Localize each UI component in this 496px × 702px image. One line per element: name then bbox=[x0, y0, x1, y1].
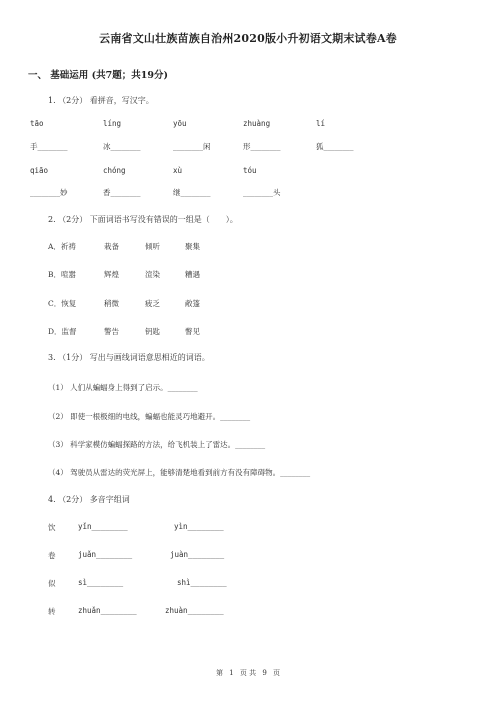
option-d-label: D．监督 bbox=[48, 327, 77, 336]
option-word: 瞥见 bbox=[185, 327, 200, 336]
pinyin: zhuàng bbox=[243, 119, 271, 128]
answer-blank: 形________ bbox=[243, 142, 281, 151]
sub-question: （2） 即使一根极细的电线，蝙蝠也能灵巧地避开。________ bbox=[48, 412, 251, 421]
polyphone-char: 饮 bbox=[48, 523, 56, 532]
sub-question: （3） 科学家模仿蝙蝠探路的方法，给飞机装上了雷达。________ bbox=[48, 440, 266, 449]
answer-blank: 狐________ bbox=[316, 142, 354, 151]
polyphone-reading: juǎn________ bbox=[78, 550, 133, 559]
polyphone-char: 转 bbox=[48, 607, 56, 616]
answer-blank: 冰________ bbox=[103, 142, 141, 151]
page-number: 1 bbox=[229, 669, 234, 677]
polyphone-reading: juàn________ bbox=[170, 550, 225, 559]
pinyin: yōu bbox=[173, 119, 187, 128]
pinyin: lí bbox=[316, 119, 326, 128]
option-word: 敞篷 bbox=[185, 299, 200, 308]
answer-blank: ________闲 bbox=[173, 142, 211, 151]
polyphone-reading: sì________ bbox=[78, 578, 124, 587]
option-word: 警告 bbox=[104, 327, 119, 336]
sub-question: （1） 人们从蝙蝠身上得到了启示。________ bbox=[48, 383, 198, 392]
option-b-label: B．喧嚣 bbox=[48, 270, 77, 279]
question-1-prompt: 1. （2分） 看拼音，写汉字。 bbox=[48, 96, 154, 105]
option-word: 稍微 bbox=[104, 299, 119, 308]
pinyin: tāo bbox=[30, 119, 44, 128]
option-word: 倾听 bbox=[145, 242, 160, 251]
option-word: 渲染 bbox=[145, 270, 160, 279]
footer-suffix: 页 bbox=[273, 669, 281, 677]
pinyin: chóng bbox=[103, 166, 126, 175]
answer-blank: ________妙 bbox=[30, 188, 68, 197]
option-a-label: A．祈祷 bbox=[48, 242, 76, 251]
footer-prefix: 第 bbox=[215, 669, 223, 677]
polyphone-reading: yìn________ bbox=[174, 522, 224, 531]
pinyin: líng bbox=[103, 119, 122, 128]
pinyin: xù bbox=[173, 166, 183, 175]
answer-blank: 香________ bbox=[103, 188, 141, 197]
option-c-label: C．恢复 bbox=[48, 299, 77, 308]
answer-blank: 继________ bbox=[173, 188, 211, 197]
option-word: 疲乏 bbox=[145, 299, 160, 308]
option-word: 糟遇 bbox=[185, 270, 200, 279]
option-word: 栽备 bbox=[104, 242, 119, 251]
page-title: 云南省文山壮族苗族自治州2020版小升初语文期末试卷A卷 bbox=[99, 32, 397, 45]
option-word: 聚集 bbox=[185, 242, 200, 251]
polyphone-reading: shì________ bbox=[177, 578, 227, 587]
question-4-prompt: 4. （2分） 多音字组词 bbox=[48, 495, 130, 504]
polyphone-char: 卷 bbox=[48, 551, 56, 560]
option-word: 辉煌 bbox=[104, 270, 119, 279]
answer-blank: 手________ bbox=[30, 142, 68, 151]
polyphone-reading: zhuàn________ bbox=[165, 606, 224, 615]
question-3-prompt: 3. （1分） 写出与画线词语意思相近的词语。 bbox=[48, 353, 210, 362]
question-2-prompt: 2. （2分） 下面词语书写没有错误的一组是（ ）。 bbox=[48, 215, 238, 224]
option-word: 钥匙 bbox=[145, 327, 160, 336]
sub-question: （4） 驾驶员从雷达的荧光屏上，能够清楚地看到前方有没有障碍物。________ bbox=[48, 468, 311, 477]
page-footer bbox=[0, 668, 496, 678]
polyphone-reading: zhuǎn________ bbox=[78, 606, 137, 615]
footer-middle: 页 共 bbox=[239, 669, 257, 677]
pinyin: qiāo bbox=[30, 166, 49, 175]
page-total: 9 bbox=[262, 669, 267, 677]
pinyin: tóu bbox=[243, 166, 257, 175]
polyphone-reading: yǐn________ bbox=[78, 522, 128, 531]
section-heading: 一、 基础运用 (共7题；共19分) bbox=[28, 70, 168, 81]
answer-blank: ________头 bbox=[243, 188, 281, 197]
polyphone-char: 似 bbox=[48, 579, 56, 588]
